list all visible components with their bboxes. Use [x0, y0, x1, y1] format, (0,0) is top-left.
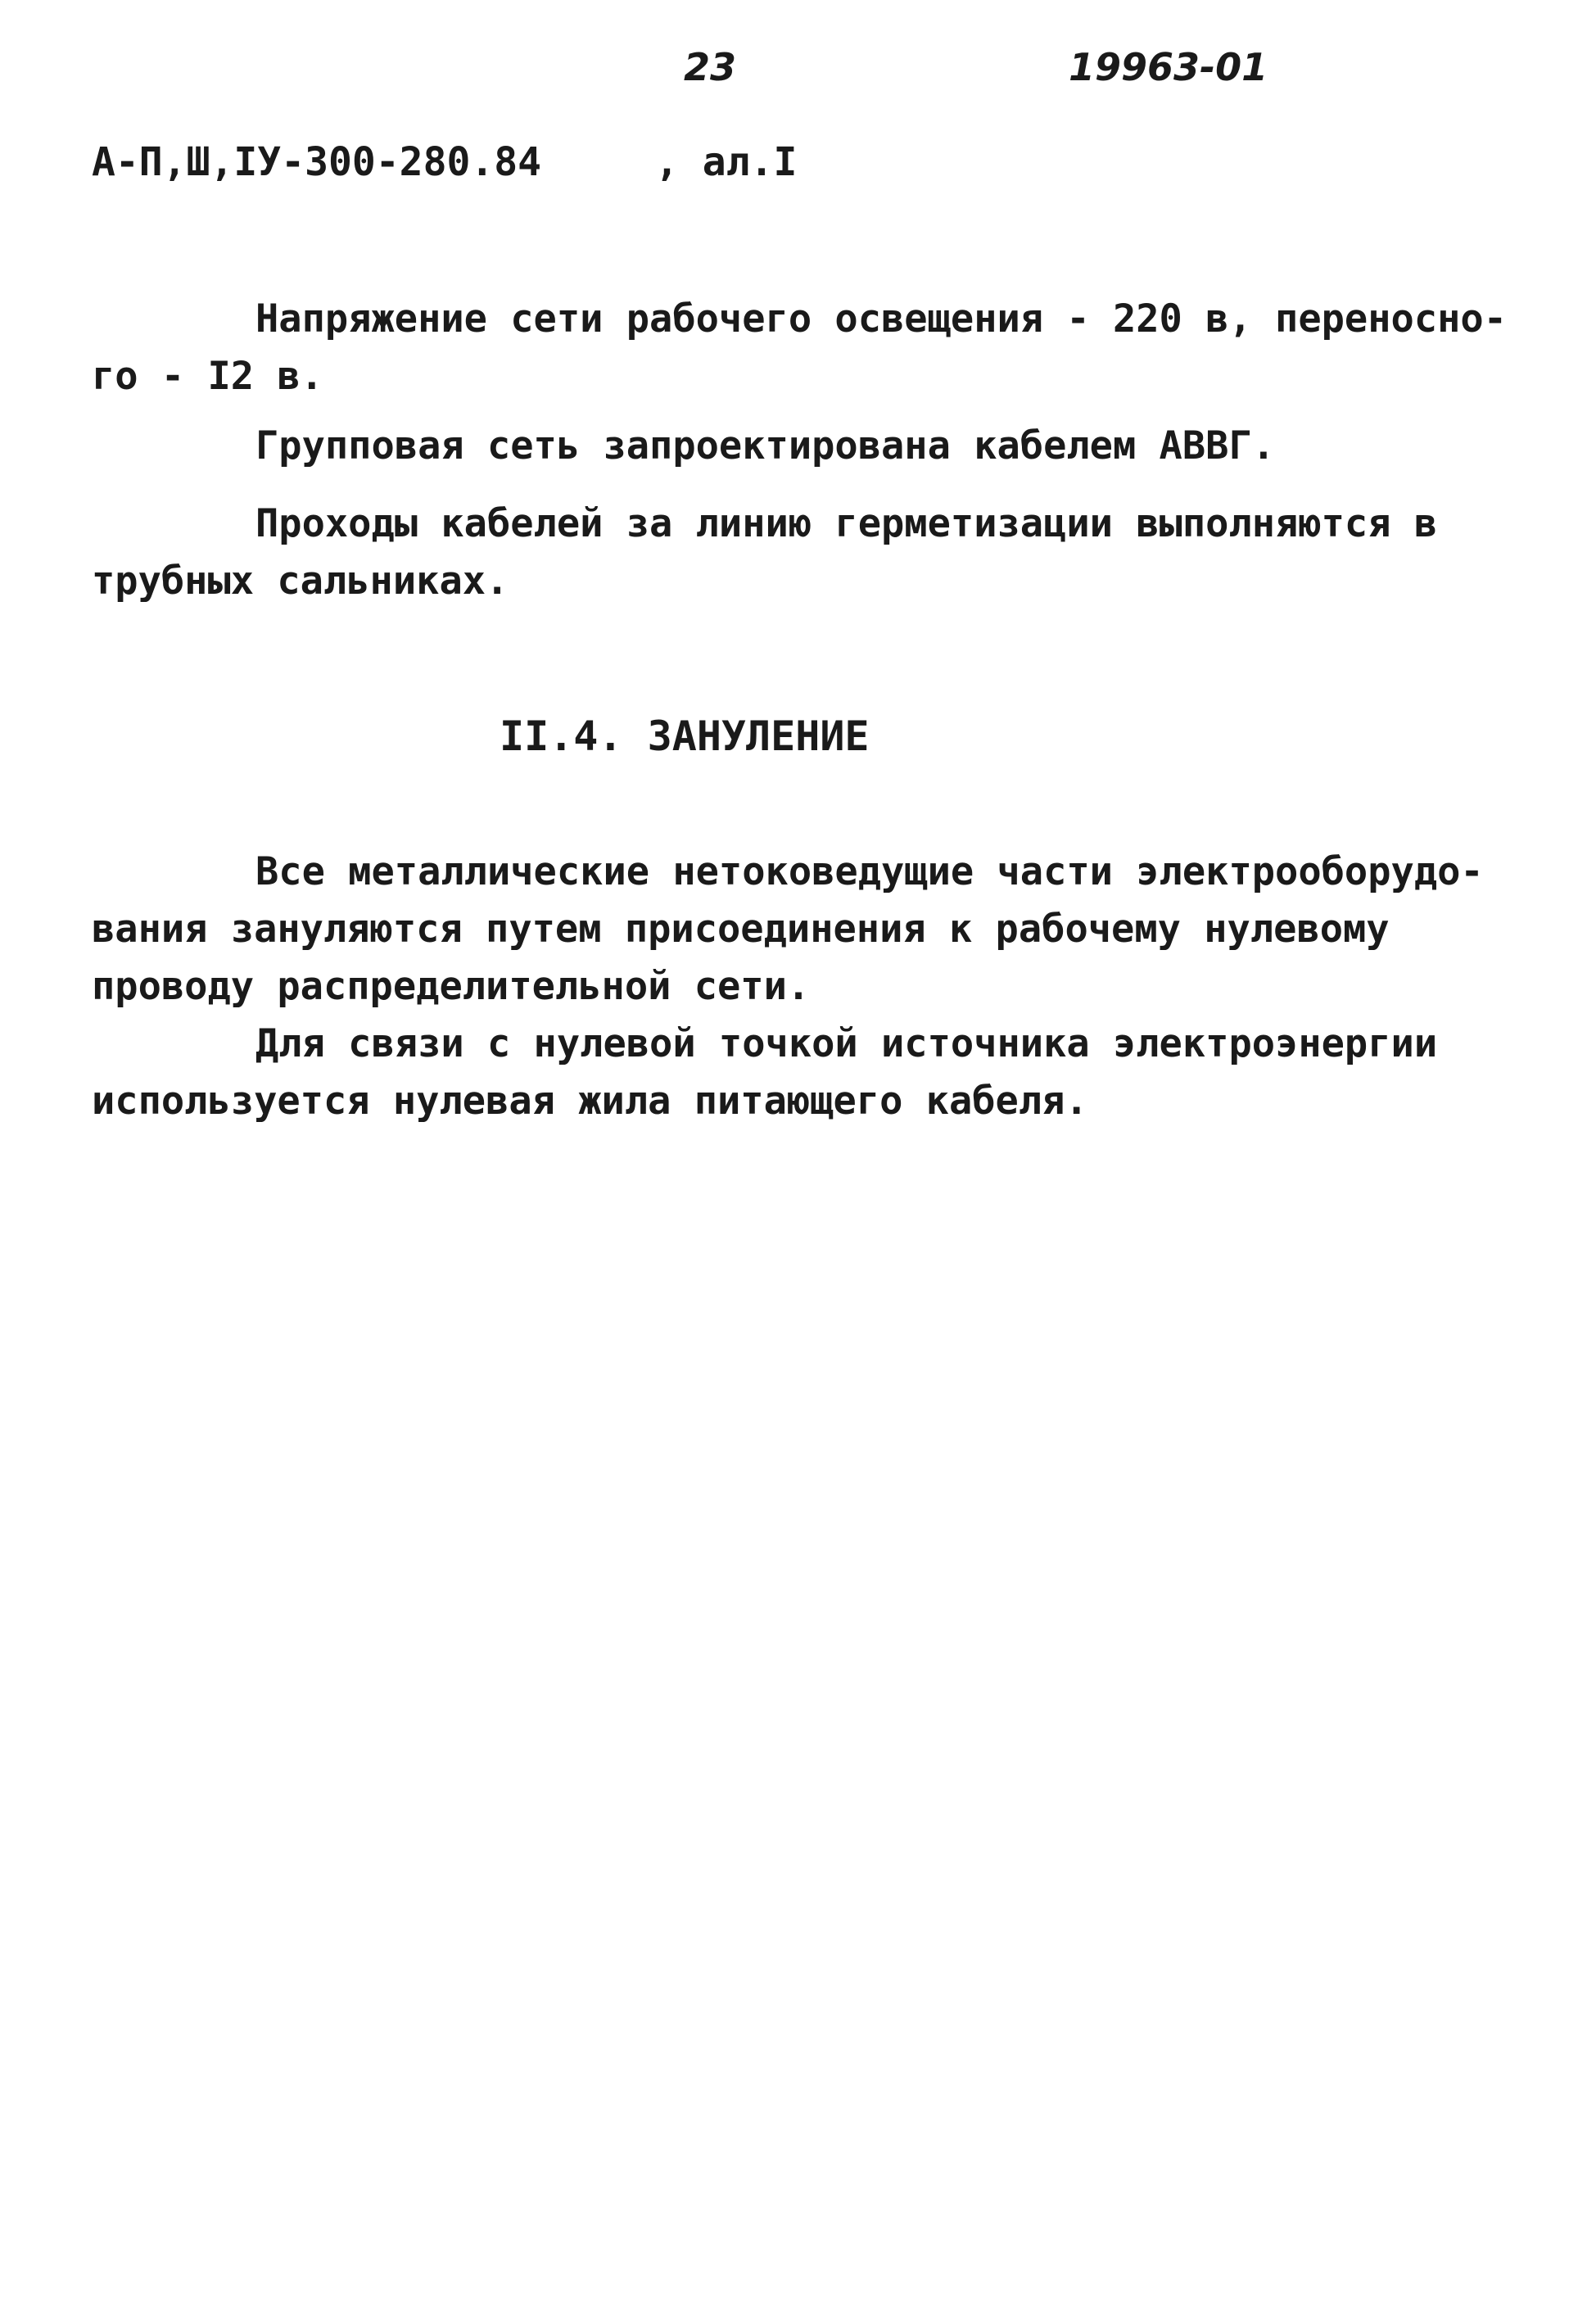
document-code: А-П,Ш,IУ-300-280.84: [92, 139, 542, 185]
page-number: 23: [684, 45, 737, 89]
paragraph-line: Групповая сеть запроектирована кабелем АВВГ.: [255, 423, 1276, 468]
section-title-grounding: II.4. ЗАНУЛЕНИЕ: [500, 713, 870, 760]
paragraph-line: Для связи с нулевой точкой источника электроэнергии: [255, 1021, 1438, 1066]
paragraph-line: вания зануляются путем присоединения к рабочему нулевому: [92, 907, 1390, 952]
sheet-label: , ал.I: [655, 139, 798, 185]
paragraph-line: го - I2 в.: [92, 354, 323, 399]
paragraph-line: трубных сальниках.: [92, 559, 509, 604]
paragraph-line: проводу распределительной сети.: [92, 964, 811, 1009]
paragraph-cable-passages: [92, 495, 1508, 610]
paragraph-line: используется нулевая жила питающего кабеля.: [92, 1079, 1088, 1124]
paragraph-line: Проходы кабелей за линию герметизации выполняются в: [255, 501, 1438, 546]
paragraph-line: Все металлические нетоковедущие части электрооборудо-: [255, 849, 1484, 894]
paragraph-group-network: [92, 418, 1508, 475]
paragraph-voltage: [92, 291, 1508, 405]
paragraph-grounding-parts: [92, 844, 1508, 1016]
paragraph-line: Напряжение сети рабочего освещения - 220 в, переносно-: [255, 296, 1508, 342]
paragraph-neutral-link: [92, 1016, 1508, 1130]
document-number: 19963-01: [1069, 45, 1268, 89]
